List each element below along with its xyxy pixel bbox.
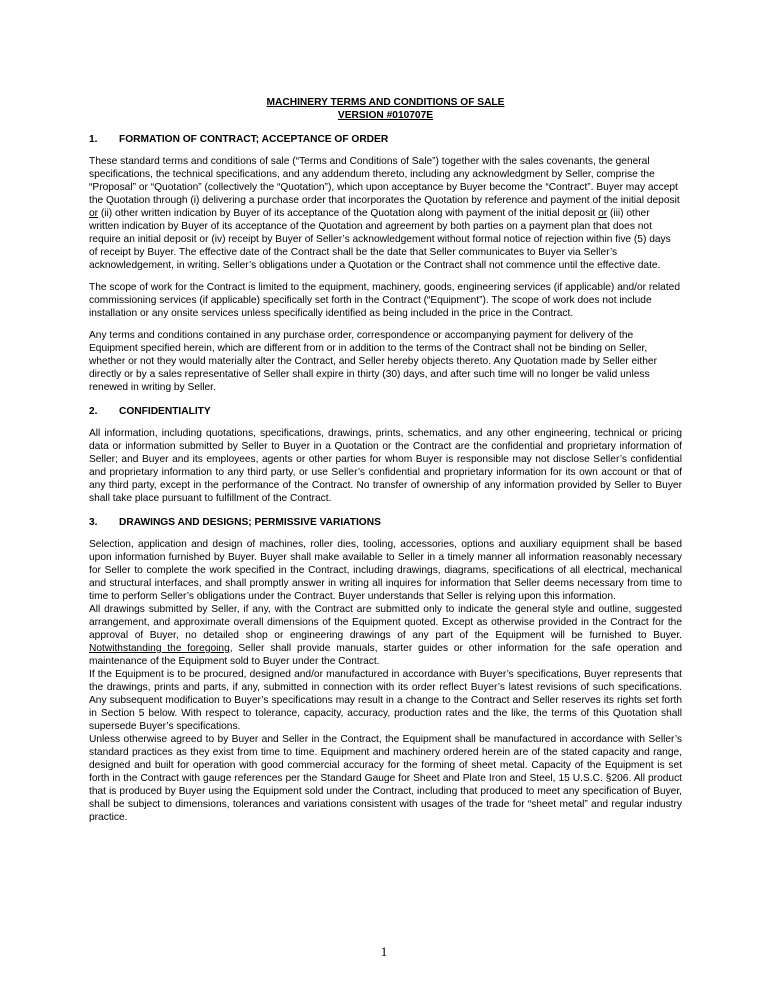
section-number: 1. [89, 134, 98, 145]
section-3-paragraph-4: Unless otherwise agreed to by Buyer and Seller in the Contract, the Equipment shall be manufactured in accordance with Seller’s standard practices as they exist from time to time. Equipment and machinery ordered herein are of the stated capacity and range, designed and built for operation with good commercial accuracy for the forming of sheet metal. Capacity of the Equipment is set forth in the Contract with gauge references per the Standard Gauge for Sheet and Plate Iron and Steel, 15 U.S.C. §206. All product that is produced by Buyer using the Equipment sold under the Contract, including that produced to meet any specification of Buyer, shall be subject to dimensions, tolerances and variations consistent with usages of the trade for “sheet metal” and regular industry practice. [89, 734, 682, 823]
document-title [89, 96, 682, 122]
underlined-or: or [598, 208, 608, 219]
section-2-paragraph-1: All information, including quotations, specifications, drawings, prints, schematics, and any other engineering, technical or pricing data or information submitted by Seller to Buyer in a Quotation or the Contract are the confidential and proprietary information of Seller; and Buyer and its employees, agents or other parties for whom Buyer is responsible may not disclose Seller’s confidential and proprietary information to any third party, or use Seller’s confidential and proprietary information for its own account or that of any third party, except in the performance of the Contract. No transfer of ownership of any information provided by Seller to Buyer shall take place pursuant to fulfillment of the Contract. [89, 428, 682, 504]
title-line-2: VERSION #010707E [337, 110, 434, 121]
section-3-paragraph-1: Selection, application and design of machines, roller dies, tooling, accessories, options and auxiliary equipment shall be based upon information furnished by Buyer. Buyer shall make available to Seller in a timely manner all information reasonably necessary for Seller to complete the work specified in the Contract, including drawings, diagrams, specifications of all electrical, mechanical and structural interfaces, and shall promptly answer in writing all inquires for information that Seller deems necessary from time to time to perform Seller’s obligations under the Contract. Buyer understands that Seller is relying upon this information. [89, 539, 682, 602]
document-page [89, 96, 682, 824]
section-number: 2. [89, 406, 98, 417]
underlined-phrase: Notwithstanding the foregoing [89, 643, 230, 654]
underlined-or: or [89, 208, 99, 219]
section-number: 3. [89, 517, 98, 528]
page-number: 1 [380, 944, 388, 959]
section-title: DRAWINGS AND DESIGNS; PERMISSIVE VARIATIONS [119, 517, 381, 528]
section-title: FORMATION OF CONTRACT; ACCEPTANCE OF ORDER [119, 134, 389, 145]
section-2-heading [89, 405, 682, 418]
section-1-heading [89, 133, 682, 146]
section-1-paragraph-1: These standard terms and conditions of sale (“Terms and Conditions of Sale”) together with the sales covenants, the general specifications, the technical specifications, and any addendum thereto, including any acknowledgment by Seller, comprise the “Proposal” or “Quotation” (collectively the “Quotation”), which upon acceptance by Buyer become the “Contract”. Buyer may accept the Quotation through (i) delivering a purchase order that incorporates the Quotation by reference and payment of the initial deposit or (ii) other written indication by Buyer of its acceptance of the Quotation along with payment of the initial deposit or (iii) other written indication by Buyer of its acceptance of the Quotation and agreement by both parties on a payment plan that does not require an initial deposit or (iv) receipt by Buyer of Seller’s acknowledgement without formal notice of rejection within five (5) days of receipt by Buyer. The effective date of the Contract shall be the date that Seller communicates to Buyer via Seller’s acknowledgement, in writing. Seller’s obligations under a Quotation or the Contract shall not commence until the effective date. [89, 156, 680, 271]
section-title: CONFIDENTIALITY [119, 406, 211, 417]
section-3-paragraph-3: If the Equipment is to be procured, designed and/or manufactured in accordance with Buyer’s specifications, Buyer represents that the drawings, prints and parts, if any, submitted in connection with its order reflect Buyer’s latest revisions of such specifications. Any subsequent modification to Buyer’s specifications may result in a change to the Contract and Seller reserves its rights set forth in Section 5 below. With respect to tolerance, capacity, accuracy, production rates and the like, the terms of this Quotation shall supersede Buyer’s specifications. [89, 669, 682, 732]
section-3-paragraph-2: All drawings submitted by Seller, if any, with the Contract are submitted only to indicate the general style and outline, suggested arrangement, and approximate overall dimensions of the Equipment quoted. Except as otherwise provided in the Contract for the approval of Buyer, no detailed shop or engineering drawings of any part of the Equipment will be furnished to Buyer. Notwithstanding the foregoing, Seller shall provide manuals, starter guides or other information for the safe operation and maintenance of the Equipment sold to Buyer under the Contract. [89, 604, 682, 667]
section-3-heading [89, 516, 682, 529]
section-1-paragraph-2: The scope of work for the Contract is limited to the equipment, machinery, goods, engineering services (if applicable) and/or related commissioning services (if applicable) specifically set forth in the Contract (“Equipment”). The scope of work does not include installation or any onsite services unless specifically identified as being included in the price in the Contract. [89, 282, 680, 319]
section-1-paragraph-3: Any terms and conditions contained in any purchase order, correspondence or accompanying payment for delivery of the Equipment specified herein, which are different from or in addition to the terms of the Contract shall not be binding on Seller, whether or not they would materially alter the Contract, and Seller hereby objects thereto. Any Quotation made by Seller either directly or by a sales representative of Seller shall expire in thirty (30) days, and after such time will no longer be valid unless renewed in writing by Seller. [89, 330, 657, 393]
title-line-1: MACHINERY TERMS AND CONDITIONS OF SALE [266, 97, 505, 108]
